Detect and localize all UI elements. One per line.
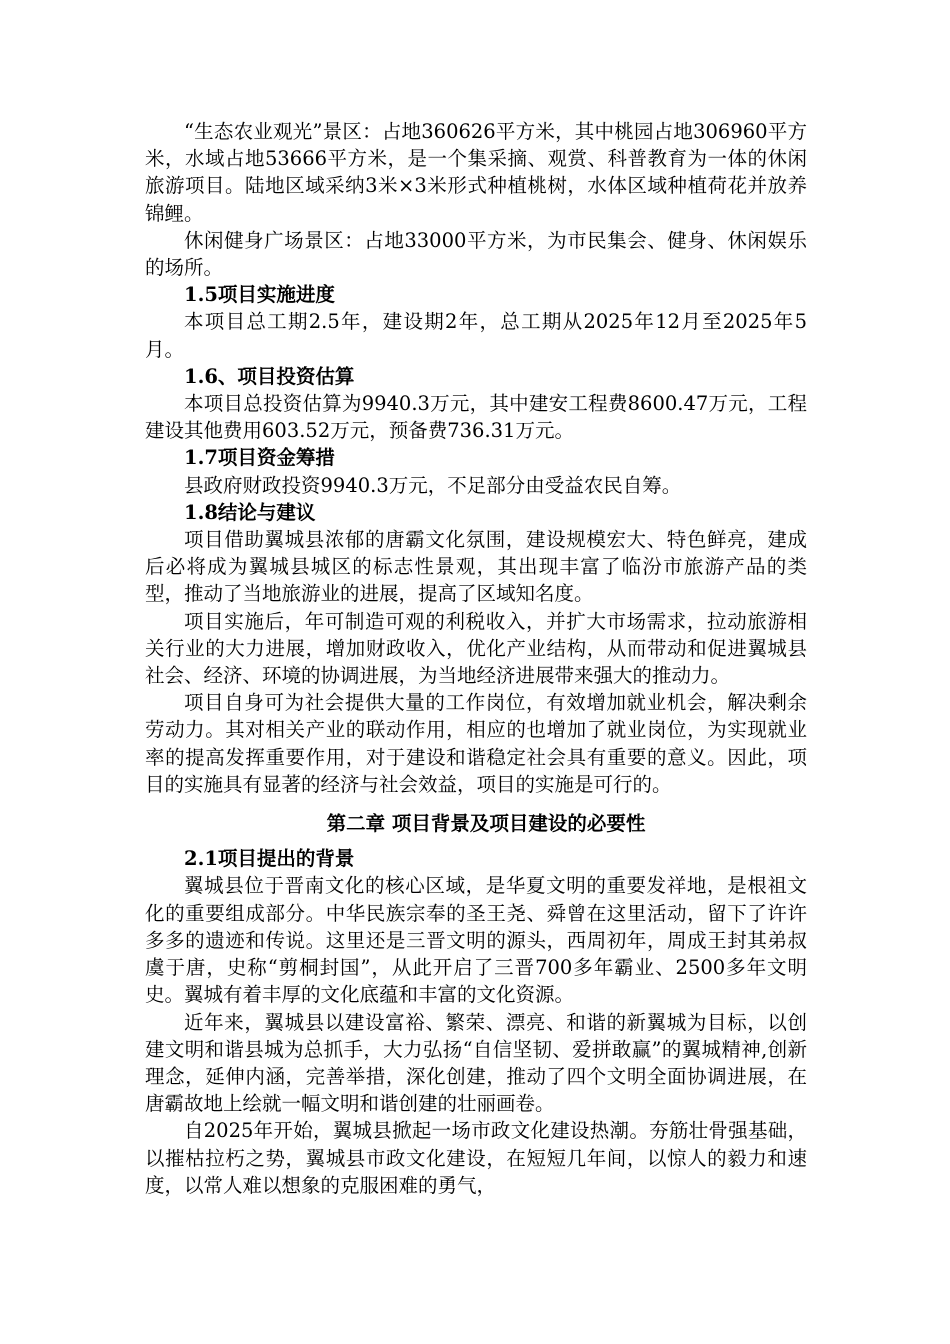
heading-1-6: 1.6、项目投资估算 bbox=[184, 364, 355, 388]
heading-2-1: 2.1项目提出的背景 bbox=[184, 847, 355, 871]
paragraph-conclusion-2: 项目实施后，年可制造可观的利税收入，并扩大市场需求，拉动旅游相关行业的大力进展，增加财政收入，优化产业结构，从而带动和促进翼城县社会、经济、环境的协调进展，为当地经济进展带来强大的推动力。 bbox=[145, 609, 807, 688]
paragraph-eco-agriculture: “生态农业观光”景区：占地360626平方米，其中桃园占地306960平方米，水域占地53666平方米，是一个集采摘、观赏、科普教育为一体的休闲旅游项目。陆地区域采纳3米×3米形式种植桃树，水体区域种植荷花并放养锦鲤。 bbox=[145, 120, 807, 225]
paragraph-investment: 本项目总投资估算为9940.3万元，其中建安工程费8600.47万元，工程建设其他费用603.52万元，预备费736.31万元。 bbox=[145, 392, 807, 443]
paragraph-conclusion-3: 项目自身可为社会提供大量的工作岗位，有效增加就业机会，解决剩余劳动力。其对相关产业的联动作用，相应的也增加了就业岗位，为实现就业率的提高发挥重要作用，对于建设和谐稳定社会具有重要的意义。因此，项目的实施具有显著的经济与社会效益，项目的实施是可行的。 bbox=[145, 691, 807, 796]
paragraph-background-3: 自2025年开始，翼城县掀起一场市政文化建设热潮。夯筋壮骨强基础，以摧枯拉朽之势，翼城县市政文化建设，在短短几年间，以惊人的毅力和速度，以常人难以想象的克服困难的勇气， bbox=[145, 1119, 807, 1197]
heading-1-8: 1.8结论与建议 bbox=[184, 500, 316, 524]
chapter-2-title: 第二章 项目背景及项目建设的必要性 bbox=[326, 812, 646, 836]
paragraph-funding: 县政府财政投资9940.3万元，不足部分由受益农民自筹。 bbox=[184, 473, 682, 497]
paragraph-conclusion-1: 项目借助翼城县浓郁的唐霸文化氛围，建设规模宏大、特色鲜亮，建成后必将成为翼城县城区的标志性景观，其出现丰富了临汾市旅游产品的类型，推动了当地旅游业的进展，提高了区域知名度。 bbox=[145, 528, 807, 606]
paragraph-fitness-plaza: 休闲健身广场景区：占地33000平方米，为市民集会、健身、休闲娱乐的场所。 bbox=[145, 228, 807, 280]
paragraph-background-1: 翼城县位于晋南文化的核心区域，是华夏文明的重要发祥地，是根祖文化的重要组成部分。中华民族宗奉的圣王尧、舜曾在这里活动，留下了许许多多的遗迹和传说。这里还是三晋文明的源头，西周初年，周成王封其弟叔虞于唐，史称“剪桐封国”，从此开启了三晋700多年霸业、2500多年文明史。翼城有着丰厚的文化底蕴和丰富的文化资源。 bbox=[145, 874, 807, 1007]
heading-1-7: 1.7项目资金筹措 bbox=[184, 446, 335, 470]
heading-1-5: 1.5项目实施进度 bbox=[184, 283, 335, 307]
paragraph-background-2: 近年来，翼城县以建设富裕、繁荣、漂亮、和谐的新翼城为目标，以创建文明和谐县城为总抓手，大力弘扬“自信坚韧、爱拼敢赢”的翼城精神,创新理念，延伸内涵，完善举措，深化创建，推动了四个文明全面协调进展，在唐霸故地上绘就一幅文明和谐创建的壮丽画卷。 bbox=[145, 1010, 807, 1116]
document-page bbox=[145, 118, 807, 1199]
paragraph-schedule: 本项目总工期2.5年，建设期2年，总工期从2025年12月至2025年5月。 bbox=[145, 310, 807, 361]
